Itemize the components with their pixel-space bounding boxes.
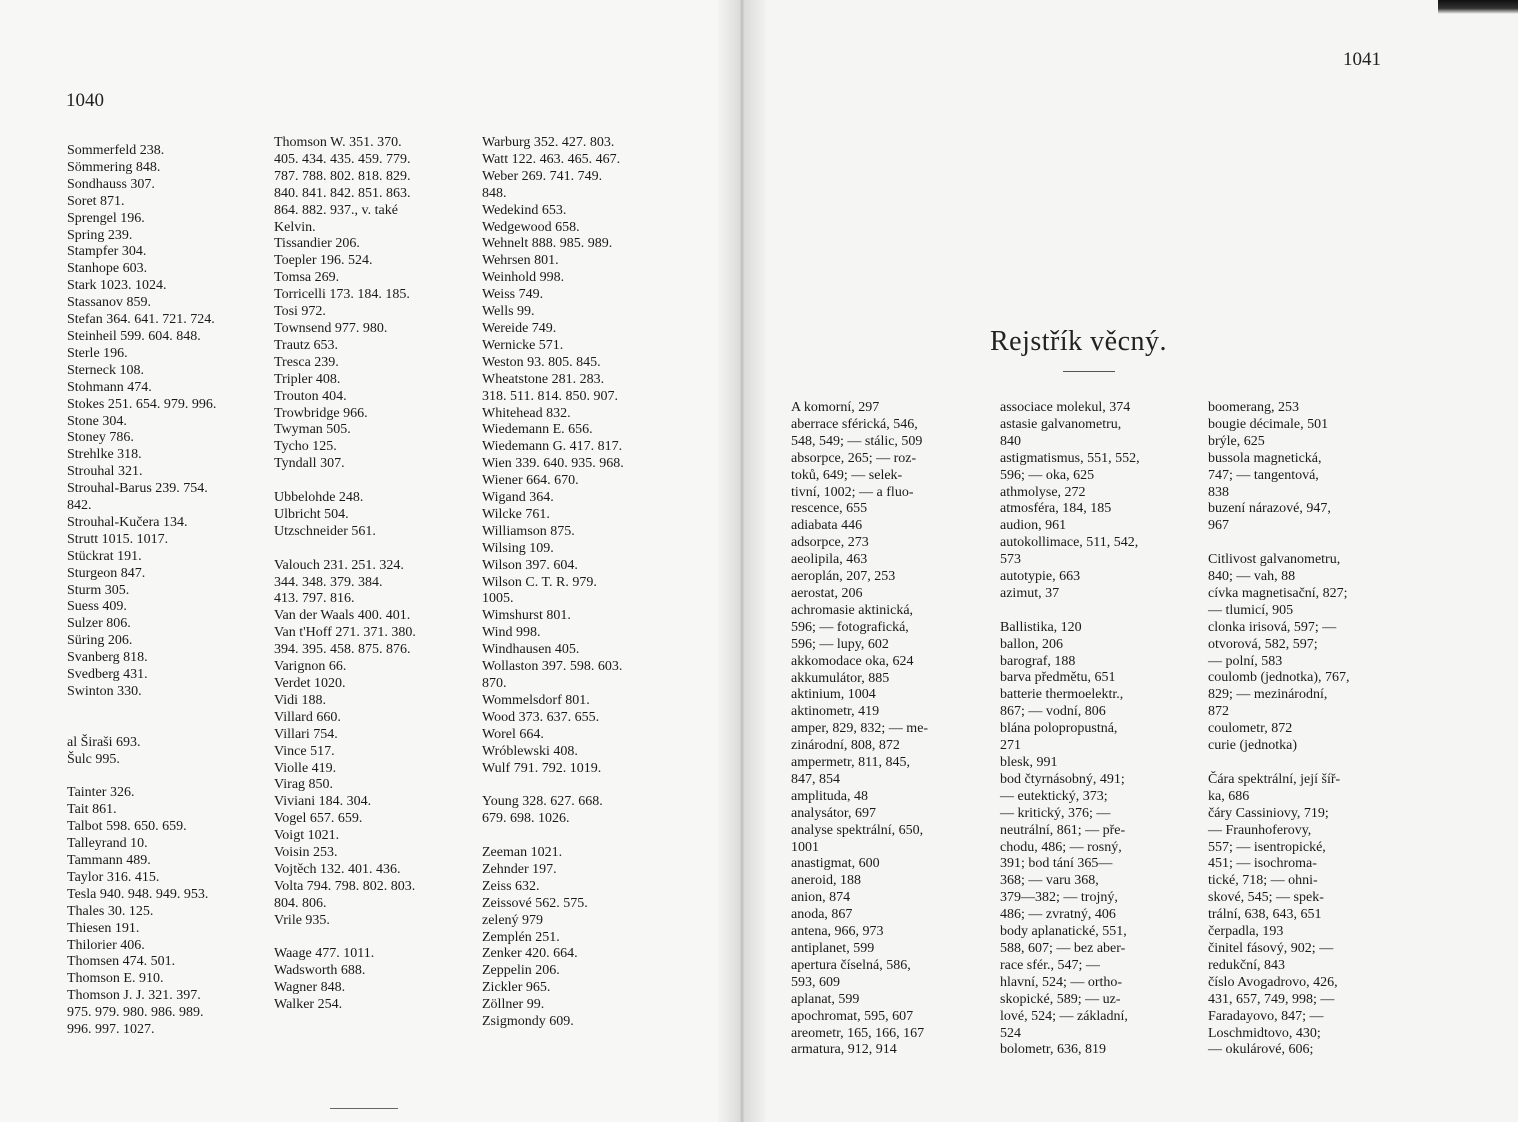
index-entry: ka, 686 xyxy=(1208,788,1250,804)
entry-spacer xyxy=(482,777,624,794)
index-entry: Wedgewood 658. xyxy=(482,219,580,235)
index-entry: al Širaši 693. xyxy=(67,734,141,750)
index-entry: Kelvin. xyxy=(274,219,316,235)
index-entry: Thales 30. 125. xyxy=(67,903,154,919)
index-entry: Zickler 965. xyxy=(482,980,551,996)
heading-rule xyxy=(1063,371,1115,372)
entry-spacer xyxy=(274,541,416,558)
index-entry: aktinometr, 419 xyxy=(791,704,880,720)
entry-spacer xyxy=(274,473,416,490)
index-entry: 679. 698. 1026. xyxy=(482,811,570,827)
index-entry: Zeissové 562. 575. xyxy=(482,895,588,911)
index-entry: astigmatismus, 551, 552, xyxy=(1000,450,1140,466)
index-entry: Soret 871. xyxy=(67,193,125,209)
index-entry: anastigmat, 600 xyxy=(791,856,880,872)
index-entry: Thomsen 474. 501. xyxy=(67,954,176,970)
index-entry: antena, 966, 973 xyxy=(791,924,884,940)
book-gutter xyxy=(718,0,766,1122)
index-entry: zelený 979 xyxy=(482,912,544,928)
index-entry: bolometr, 636, 819 xyxy=(1000,1042,1106,1058)
page-number-left: 1040 xyxy=(66,90,104,111)
index-entry: antiplanet, 599 xyxy=(791,941,875,956)
index-entry: Warburg 352. 427. 803. xyxy=(482,135,615,150)
index-entry: skopické, 589; — uz- xyxy=(1000,991,1121,1007)
index-entry: — Fraunhoferovy, xyxy=(1208,822,1312,838)
index-entry: Citlivost galvanometru, xyxy=(1208,552,1341,568)
index-entry: aneroid, 188 xyxy=(791,873,861,889)
index-entry: Watt 122. 463. 465. 467. xyxy=(482,151,621,167)
index-entry: 394. 395. 458. 875. 876. xyxy=(274,642,411,658)
index-entry: Thomson W. 351. 370. xyxy=(274,135,402,150)
index-entry: Strehlke 318. xyxy=(67,447,142,463)
index-entry: 596; — oka, 625 xyxy=(1000,467,1095,483)
index-entry: 967 xyxy=(1208,518,1229,534)
index-entry: 596; — fotografická, xyxy=(791,619,909,635)
index-entry: Zemplén 251. xyxy=(482,929,560,945)
index-entry: absorpce, 265; — roz- xyxy=(791,450,917,466)
index-entry: Sondhauss 307. xyxy=(67,176,155,192)
index-entry: Wehnelt 888. 985. 989. xyxy=(482,236,613,252)
index-entry: Young 328. 627. 668. xyxy=(482,794,603,810)
index-entry: aplanat, 599 xyxy=(791,991,860,1007)
index-entry: ballon, 206 xyxy=(1000,636,1063,652)
index-entry: autotypie, 663 xyxy=(1000,569,1081,585)
index-entry: 996. 997. 1027. xyxy=(67,1022,155,1038)
index-entry: Wood 373. 637. 655. xyxy=(482,709,600,725)
subject-index-heading: Rejstřík věcný. xyxy=(990,326,1168,357)
index-entry: 848. xyxy=(482,185,507,201)
index-entry: boomerang, 253 xyxy=(1208,400,1299,415)
index-entry: tivní, 1002; — a fluo- xyxy=(791,484,914,500)
index-entry: azimut, 37 xyxy=(1000,585,1060,601)
index-entry: 344. 348. 379. 384. xyxy=(274,574,383,590)
index-entry: Thiesen 191. xyxy=(67,920,140,936)
subject-index-column-3 xyxy=(1208,400,1350,1059)
index-entry: 787. 788. 802. 818. 829. xyxy=(274,168,411,184)
index-entry: aeroplán, 207, 253 xyxy=(791,569,896,585)
index-entry: body aplanatické, 551, xyxy=(1000,924,1127,940)
index-entry: Stampfer 304. xyxy=(67,244,147,260)
index-entry: apertura číselná, 586, xyxy=(791,957,911,973)
index-entry: Wilson C. T. R. 979. xyxy=(482,574,597,590)
index-entry: Sommerfeld 238. xyxy=(67,143,165,158)
index-entry: Tait 861. xyxy=(67,802,117,818)
index-entry: aerostat, 206 xyxy=(791,585,863,601)
index-entry: 842. xyxy=(67,498,92,514)
index-entry: Čára spektrální, její šíř- xyxy=(1208,771,1341,787)
index-entry: batterie thermoelektr., xyxy=(1000,687,1124,703)
index-entry: Süring 206. xyxy=(67,633,133,649)
index-entry: race sfér., 547; — xyxy=(1000,957,1100,973)
index-entry: Šulc 995. xyxy=(67,751,120,767)
index-entry: 318. 511. 814. 850. 907. xyxy=(482,388,618,404)
index-entry: Strouhal 321. xyxy=(67,464,143,480)
index-entry: Loschmidtovo, 430; xyxy=(1208,1025,1321,1041)
index-entry: 271 xyxy=(1000,738,1021,754)
index-entry: Ulbricht 504. xyxy=(274,506,349,522)
index-entry: Stückrat 191. xyxy=(67,548,142,564)
index-entry: 486; — zvratný, 406 xyxy=(1000,907,1116,923)
index-entry: 975. 979. 980. 986. 989. xyxy=(67,1005,204,1021)
index-entry: 557; — isentropické, xyxy=(1208,839,1326,855)
index-entry: Villari 754. xyxy=(274,726,338,742)
index-entry: 379—382; — trojný, xyxy=(1000,890,1118,906)
index-entry: — polní, 583 xyxy=(1208,653,1283,669)
index-entry: atmosféra, 184, 185 xyxy=(1000,501,1112,517)
index-entry: Stassanov 859. xyxy=(67,295,151,311)
index-entry: 391; bod tání 365— xyxy=(1000,856,1113,872)
index-entry: Wollaston 397. 598. 603. xyxy=(482,659,623,675)
index-entry: Williamson 875. xyxy=(482,523,575,539)
index-entry: bod čtyrnásobný, 491; xyxy=(1000,771,1125,787)
index-entry: Sturgeon 847. xyxy=(67,565,146,581)
index-entry: Viviani 184. 304. xyxy=(274,794,372,810)
index-entry: Thomson J. J. 321. 397. xyxy=(67,988,201,1004)
index-entry: aktinium, 1004 xyxy=(791,687,876,703)
entry-spacer xyxy=(1208,535,1350,552)
index-entry: Tomsa 269. xyxy=(274,270,340,286)
index-entry: Wagner 848. xyxy=(274,980,346,996)
name-index-column-2 xyxy=(274,135,416,1014)
index-entry: Wimshurst 801. xyxy=(482,608,571,624)
index-entry: Steinheil 599. 604. 848. xyxy=(67,328,201,344)
index-entry: skové, 545; — spek- xyxy=(1208,890,1324,906)
index-entry: Weinhold 998. xyxy=(482,270,565,286)
index-entry: 840 xyxy=(1000,433,1021,449)
index-entry: analyse spektrální, 650, xyxy=(791,822,924,838)
index-entry: Stark 1023. 1024. xyxy=(67,278,167,294)
index-entry: astasie galvanometru, xyxy=(1000,416,1122,432)
index-entry: Zeiss 632. xyxy=(482,878,540,894)
index-entry: Spring 239. xyxy=(67,227,133,243)
index-entry: Wulf 791. 792. 1019. xyxy=(482,760,602,776)
index-entry: Talbot 598. 650. 659. xyxy=(67,819,187,835)
index-entry: barva předmětu, 651 xyxy=(1000,670,1116,686)
index-entry: A komorní, 297 xyxy=(791,400,880,415)
index-entry: čáry Cassiniovy, 719; xyxy=(1208,805,1329,821)
entry-spacer xyxy=(1208,755,1350,772)
index-entry: 573 xyxy=(1000,552,1021,568)
bottom-rule xyxy=(330,1108,398,1109)
index-entry: Wheatstone 281. 283. xyxy=(482,371,605,387)
index-entry: rescence, 655 xyxy=(791,501,868,517)
index-entry: Strouhal-Kučera 134. xyxy=(67,514,188,530)
index-entry: adiabata 446 xyxy=(791,518,863,534)
index-entry: Van t'Hoff 271. 371. 380. xyxy=(274,625,416,641)
index-entry: Stefan 364. 641. 721. 724. xyxy=(67,312,215,328)
index-entry: 413. 797. 816. xyxy=(274,591,355,607)
index-entry: aeolipila, 463 xyxy=(791,552,868,568)
index-entry: 1001 xyxy=(791,839,819,855)
index-entry: neutrální, 861; — pře- xyxy=(1000,822,1126,838)
index-entry: Van der Waals 400. 401. xyxy=(274,608,411,624)
index-entry: Wilsing 109. xyxy=(482,540,554,556)
index-entry: lové, 524; — základní, xyxy=(1000,1008,1128,1024)
index-entry: Whitehead 832. xyxy=(482,405,571,421)
index-entry: činitel fásový, 902; — xyxy=(1208,940,1334,956)
index-entry: Waage 477. 1011. xyxy=(274,946,375,962)
index-entry: — tlumicí, 905 xyxy=(1208,602,1294,618)
index-entry: anion, 874 xyxy=(791,890,851,906)
index-entry: — kritický, 376; — xyxy=(1000,805,1111,821)
index-entry: associace molekul, 374 xyxy=(1000,400,1131,415)
index-entry: autokollimace, 511, 542, xyxy=(1000,535,1139,551)
index-entry: buzení nárazové, 947, xyxy=(1208,501,1331,517)
index-entry: 829; — mezinárodní, xyxy=(1208,687,1328,703)
index-entry: Wiedemann E. 656. xyxy=(482,422,593,438)
index-entry: coulomb (jednotka), 767, xyxy=(1208,670,1350,686)
index-entry: ampermetr, 811, 845, xyxy=(791,755,911,771)
index-entry: 804. 806. xyxy=(274,895,327,911)
index-entry: cívka magnetisační, 827; xyxy=(1208,585,1348,601)
index-entry: Vrile 935. xyxy=(274,912,330,928)
index-entry: toků, 649; — selek- xyxy=(791,467,903,483)
index-entry: Tammann 489. xyxy=(67,853,151,869)
index-entry: akkomodace oka, 624 xyxy=(791,653,914,669)
index-entry: Vince 517. xyxy=(274,743,335,759)
scan-edge-shadow xyxy=(1438,0,1518,14)
index-entry: Sömmering 848. xyxy=(67,159,161,175)
index-entry: barograf, 188 xyxy=(1000,653,1076,669)
index-entry: Vidi 188. xyxy=(274,692,327,708)
index-entry: 593, 609 xyxy=(791,974,840,990)
index-entry: Stanhope 603. xyxy=(67,261,148,277)
index-entry: Stone 304. xyxy=(67,413,127,429)
subject-index-column-1 xyxy=(791,400,928,1059)
index-entry: Wilson 397. 604. xyxy=(482,557,578,573)
index-entry: Vojtěch 132. 401. 436. xyxy=(274,861,401,877)
index-entry: 368; — varu 368, xyxy=(1000,873,1099,889)
index-entry: Trautz 653. xyxy=(274,337,339,353)
index-entry: areometr, 165, 166, 167 xyxy=(791,1025,925,1041)
index-entry: Wiener 664. 670. xyxy=(482,473,579,489)
index-entry: Tosi 972. xyxy=(274,304,326,320)
index-entry: Villard 660. xyxy=(274,709,341,725)
index-entry: 451; — isochroma- xyxy=(1208,856,1317,872)
index-entry: Stokes 251. 654. 979. 996. xyxy=(67,396,217,412)
index-entry: 847, 854 xyxy=(791,771,840,787)
index-entry: Ballistika, 120 xyxy=(1000,619,1082,635)
index-entry: chodu, 486; — rosný, xyxy=(1000,839,1122,855)
index-entry: athmolyse, 272 xyxy=(1000,484,1086,500)
entry-spacer xyxy=(67,701,216,718)
index-entry: Tyndall 307. xyxy=(274,456,345,472)
index-entry: Swinton 330. xyxy=(67,684,142,699)
entry-spacer xyxy=(274,930,416,947)
index-entry: 864. 882. 937., v. také xyxy=(274,202,398,218)
index-entry: 838 xyxy=(1208,484,1229,500)
index-entry: 596; — lupy, 602 xyxy=(791,636,889,652)
index-entry: Zsigmondy 609. xyxy=(482,1014,574,1030)
index-entry: zinárodní, 808, 872 xyxy=(791,738,900,754)
index-entry: Wommelsdorf 801. xyxy=(482,692,590,708)
index-entry: Worel 664. xyxy=(482,726,544,742)
index-entry: Strutt 1015. 1017. xyxy=(67,531,169,547)
entry-spacer xyxy=(67,769,216,786)
index-entry: Wiedemann G. 417. 817. xyxy=(482,439,623,455)
index-entry: Tripler 408. xyxy=(274,371,341,387)
index-entry: brýle, 625 xyxy=(1208,433,1265,449)
entry-spacer xyxy=(482,828,624,845)
index-entry: Sterle 196. xyxy=(67,345,128,361)
index-entry: Stohmann 474. xyxy=(67,379,152,395)
index-entry: Svanberg 818. xyxy=(67,650,148,666)
index-entry: Walker 254. xyxy=(274,997,343,1013)
index-entry: 431, 657, 749, 998; — xyxy=(1208,991,1335,1007)
index-entry: 524 xyxy=(1000,1025,1021,1041)
index-entry: Trowbridge 966. xyxy=(274,405,368,421)
index-entry: 840; — vah, 88 xyxy=(1208,569,1296,585)
index-entry: Wien 339. 640. 935. 968. xyxy=(482,456,624,472)
index-entry: Tissandier 206. xyxy=(274,236,360,252)
index-entry: Verdet 1020. xyxy=(274,675,346,691)
index-entry: Voigt 1021. xyxy=(274,828,340,844)
index-entry: 872 xyxy=(1208,704,1229,720)
index-entry: otvorová, 582, 597; xyxy=(1208,636,1318,652)
index-entry: — eutektický, 373; xyxy=(1000,788,1108,804)
index-entry: akkumulátor, 885 xyxy=(791,670,890,686)
index-entry: Strouhal-Barus 239. 754. xyxy=(67,481,208,497)
index-entry: Sterneck 108. xyxy=(67,362,144,378)
index-entry: Volta 794. 798. 802. 803. xyxy=(274,878,416,894)
index-entry: Toepler 196. 524. xyxy=(274,253,373,269)
index-entry: Wells 99. xyxy=(482,304,535,320)
index-entry: 870. xyxy=(482,676,507,691)
index-entry: Thilorier 406. xyxy=(67,937,145,953)
index-entry: 1005. xyxy=(482,591,514,607)
index-entry: Wernicke 571. xyxy=(482,337,564,353)
index-entry: Wadsworth 688. xyxy=(274,963,366,979)
index-entry: Wind 998. xyxy=(482,625,541,641)
subject-index-column-2 xyxy=(1000,400,1140,1059)
index-entry: Zeppelin 206. xyxy=(482,963,560,979)
index-entry: Thomson E. 910. xyxy=(67,971,164,987)
index-entry: Wehrsen 801. xyxy=(482,253,559,269)
index-entry: hlavní, 524; — ortho- xyxy=(1000,974,1123,990)
page-number-right: 1041 xyxy=(1343,49,1381,70)
index-entry: — okulárové, 606; xyxy=(1208,1042,1314,1058)
entry-spacer xyxy=(1000,603,1140,620)
index-entry: blána polopropustná, xyxy=(1000,721,1118,737)
index-entry: Twyman 505. xyxy=(274,422,351,438)
index-entry: adsorpce, 273 xyxy=(791,535,869,551)
index-entry: Trouton 404. xyxy=(274,388,347,404)
index-entry: apochromat, 595, 607 xyxy=(791,1008,914,1024)
index-entry: Talleyrand 10. xyxy=(67,836,148,852)
index-entry: Zehnder 197. xyxy=(482,861,557,877)
name-index-column-3 xyxy=(482,135,624,1031)
name-index-column-1 xyxy=(67,143,216,1039)
index-entry: 867; — vodní, 806 xyxy=(1000,704,1106,720)
index-entry: 840. 841. 842. 851. 863. xyxy=(274,185,411,201)
index-entry: amplituda, 48 xyxy=(791,788,868,804)
index-entry: 747; — tangentová, xyxy=(1208,467,1319,483)
index-entry: Utzschneider 561. xyxy=(274,523,376,539)
index-entry: clonka irisová, 597; — xyxy=(1208,619,1337,635)
entry-spacer xyxy=(67,718,216,735)
index-entry: bussola magnetická, xyxy=(1208,450,1322,466)
index-entry: Varignon 66. xyxy=(274,659,347,675)
index-entry: audion, 961 xyxy=(1000,518,1067,534)
index-entry: čerpadla, 193 xyxy=(1208,924,1284,940)
index-entry: Sprengel 196. xyxy=(67,210,145,226)
index-entry: Wróblewski 408. xyxy=(482,743,578,759)
index-entry: Vogel 657. 659. xyxy=(274,811,363,827)
index-entry: Tresca 239. xyxy=(274,354,339,370)
index-entry: Virag 850. xyxy=(274,777,334,793)
index-entry: Sulzer 806. xyxy=(67,616,131,632)
index-entry: analysátor, 697 xyxy=(791,805,876,821)
index-entry: Violle 419. xyxy=(274,760,337,776)
index-entry: Faradayovo, 847; — xyxy=(1208,1008,1324,1024)
index-entry: Valouch 231. 251. 324. xyxy=(274,557,404,573)
index-entry: Tainter 326. xyxy=(67,785,135,801)
index-entry: Sturm 305. xyxy=(67,582,130,598)
index-entry: 588, 607; — bez aber- xyxy=(1000,940,1126,956)
index-entry: armatura, 912, 914 xyxy=(791,1042,897,1058)
index-entry: achromasie aktinická, xyxy=(791,602,914,618)
index-entry: Weber 269. 741. 749. xyxy=(482,168,603,184)
index-entry: Zenker 420. 664. xyxy=(482,946,578,962)
index-entry: anoda, 867 xyxy=(791,907,853,923)
index-entry: coulometr, 872 xyxy=(1208,721,1293,737)
index-entry: tické, 718; — ohni- xyxy=(1208,873,1318,889)
index-entry: Tesla 940. 948. 949. 953. xyxy=(67,886,209,902)
index-entry: redukční, 843 xyxy=(1208,957,1285,973)
index-entry: Torricelli 173. 184. 185. xyxy=(274,287,410,303)
index-entry: trální, 638, 643, 651 xyxy=(1208,907,1322,923)
index-entry: Suess 409. xyxy=(67,599,127,615)
index-entry: Voisin 253. xyxy=(274,845,338,861)
index-entry: Wilcke 761. xyxy=(482,506,550,522)
index-entry: Townsend 977. 980. xyxy=(274,320,388,336)
index-entry: Svedberg 431. xyxy=(67,667,148,683)
index-entry: Wigand 364. xyxy=(482,490,554,506)
index-entry: Weston 93. 805. 845. xyxy=(482,354,601,370)
index-entry: amper, 829, 832; — me- xyxy=(791,721,929,737)
index-entry: Taylor 316. 415. xyxy=(67,869,160,885)
index-entry: Weiss 749. xyxy=(482,287,544,303)
index-entry: Zeeman 1021. xyxy=(482,845,563,861)
index-entry: curie (jednotka) xyxy=(1208,738,1298,754)
index-entry: Wedekind 653. xyxy=(482,202,567,218)
index-entry: Wereide 749. xyxy=(482,320,557,336)
index-entry: číslo Avogadrovo, 426, xyxy=(1208,974,1338,990)
index-entry: Windhausen 405. xyxy=(482,642,580,658)
index-entry: Tycho 125. xyxy=(274,439,337,455)
index-entry: 405. 434. 435. 459. 779. xyxy=(274,151,411,167)
index-entry: blesk, 991 xyxy=(1000,755,1058,771)
index-entry: Stoney 786. xyxy=(67,430,134,446)
index-entry: Ubbelohde 248. xyxy=(274,490,364,506)
index-entry: 548, 549; — stálic, 509 xyxy=(791,433,923,449)
index-entry: Zöllner 99. xyxy=(482,997,545,1013)
index-entry: aberrace sférická, 546, xyxy=(791,416,918,432)
index-entry: bougie décimale, 501 xyxy=(1208,416,1329,432)
